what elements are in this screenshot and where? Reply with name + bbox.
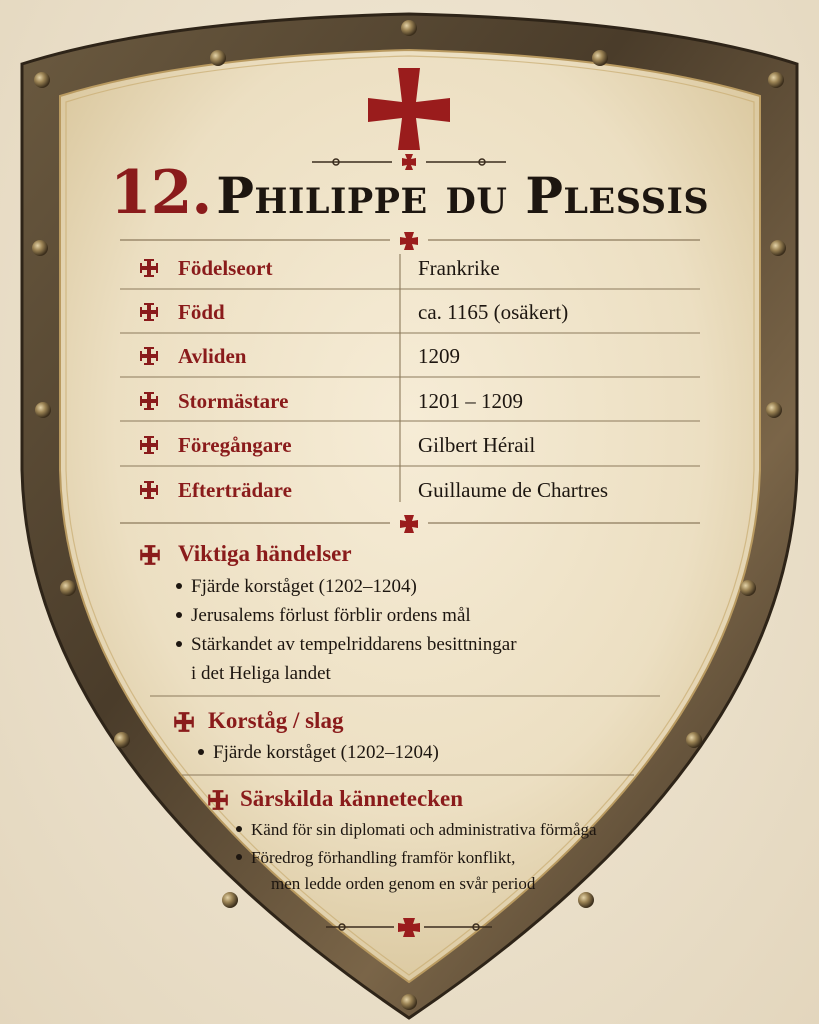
- grandmaster-name: Philippe du Plessis: [216, 166, 710, 225]
- info-value-grandmaster: 1201 – 1209: [418, 389, 523, 413]
- cross-potent-icon: [138, 434, 160, 456]
- grandmaster-number: 12.: [109, 158, 212, 228]
- info-value-successor: Guillaume de Chartres: [418, 478, 609, 502]
- info-value-predecessor: Gilbert Hérail: [418, 433, 536, 457]
- info-label-grandmaster: Stormästare: [178, 389, 289, 413]
- list-item: Stärkandet av tempelriddarens besittningar: [176, 634, 517, 656]
- cross-potent-icon: [206, 788, 230, 812]
- list-item: Föredrog förhandling framför konflikt,: [236, 848, 515, 868]
- list-item: Känd för sin diplomati och administrativa förmåga: [236, 820, 597, 840]
- list-item-continuation: men ledde orden genom en svår period: [271, 874, 536, 893]
- info-label-birthplace: Födelseort: [178, 256, 273, 280]
- cross-potent-icon: [138, 479, 160, 501]
- cross-potent-icon: [138, 390, 160, 412]
- crusades-heading: Korståg / slag: [208, 708, 344, 733]
- cross-potent-icon: [138, 345, 160, 367]
- cross-potent-icon: [172, 710, 196, 734]
- info-value-birthplace: Frankrike: [418, 256, 500, 280]
- cross-potent-icon: [138, 301, 160, 323]
- list-item: Fjärde korståget (1202–1204): [176, 576, 417, 598]
- events-heading: Viktiga händelser: [178, 541, 352, 566]
- info-label-born: Född: [178, 300, 225, 324]
- page-title: [0, 158, 819, 228]
- traits-heading: Särskilda kännetecken: [240, 786, 464, 811]
- cross-potent-icon: [138, 543, 162, 567]
- info-label-died: Avliden: [178, 344, 247, 368]
- info-label-successor: Efterträdare: [178, 478, 292, 502]
- list-item-continuation: i det Heliga landet: [191, 663, 331, 684]
- list-item: Jerusalems förlust förblir ordens mål: [176, 605, 471, 627]
- list-item: Fjärde korståget (1202–1204): [198, 742, 439, 764]
- info-label-predecessor: Föregångare: [178, 433, 292, 457]
- cross-potent-icon: [138, 257, 160, 279]
- info-value-died: 1209: [418, 344, 460, 368]
- info-value-born: ca. 1165 (osäkert): [418, 300, 569, 324]
